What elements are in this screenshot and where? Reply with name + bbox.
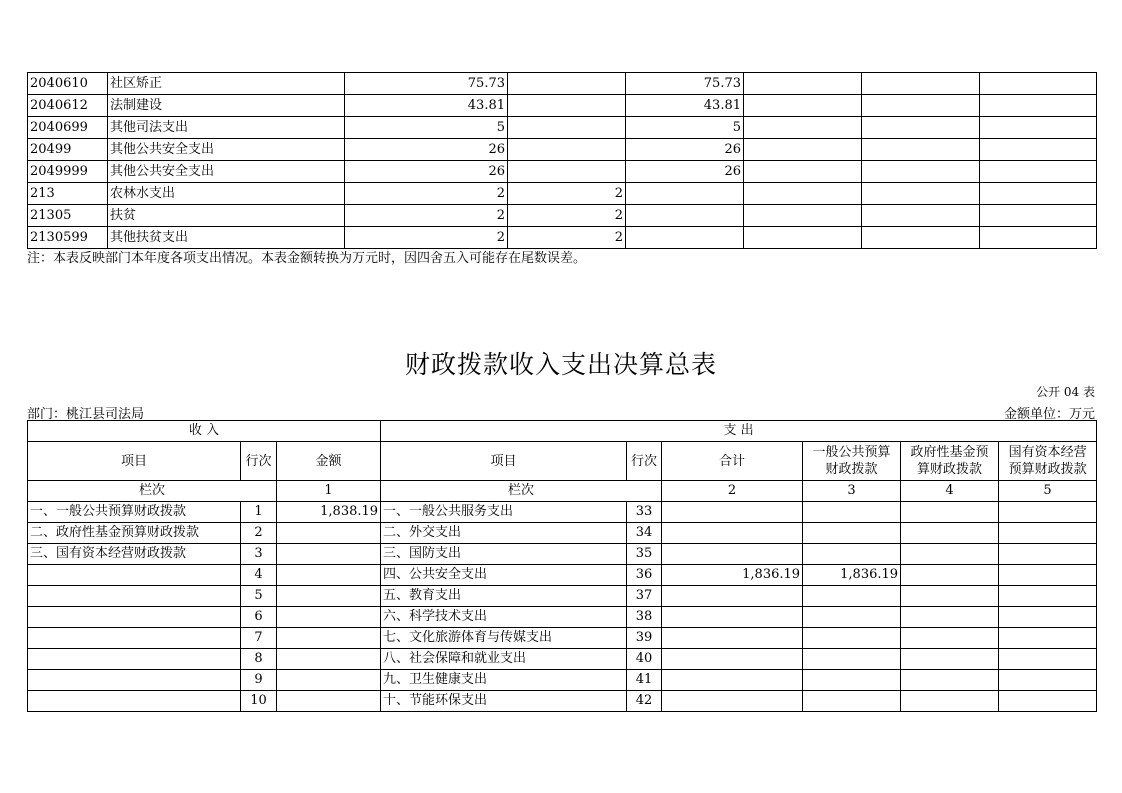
row-col5 xyxy=(862,183,980,205)
expense-general xyxy=(803,523,901,544)
expense-general xyxy=(803,628,901,649)
row-project xyxy=(626,183,744,205)
table-row xyxy=(28,691,1097,712)
income-item: 二、政府性基金预算财政拨款 xyxy=(28,523,241,544)
income-amount: 1,838.19 xyxy=(277,502,381,523)
income-item xyxy=(28,691,241,712)
col-state-line2: 预算财政拨款 xyxy=(1008,462,1087,477)
expense-row-no: 38 xyxy=(627,607,662,628)
col-total: 合计 xyxy=(662,442,803,481)
income-amount xyxy=(277,607,381,628)
income-amount xyxy=(277,544,381,565)
expense-item: 十、节能环保支出 xyxy=(381,691,627,712)
row-project: 5 xyxy=(626,117,744,139)
expense-row-no: 42 xyxy=(627,691,662,712)
expense-item: 一、一般公共服务支出 xyxy=(381,502,627,523)
expense-fund xyxy=(901,502,999,523)
row-basic: 2 xyxy=(508,227,626,249)
income-row-no: 5 xyxy=(241,586,277,607)
expense-general xyxy=(803,649,901,670)
col-number-5: 5 xyxy=(999,481,1097,502)
header-row-1 xyxy=(28,421,1097,442)
expense-row-no: 36 xyxy=(627,565,662,586)
department-label: 部门：桃江县司法局 xyxy=(27,407,145,422)
table-row xyxy=(28,73,1097,95)
row-basic xyxy=(508,73,626,95)
row-project xyxy=(626,205,744,227)
row-code: 2130599 xyxy=(28,227,108,249)
header-row-2 xyxy=(28,442,1097,481)
income-item xyxy=(28,670,241,691)
row-col5 xyxy=(862,95,980,117)
expense-general: 1,836.19 xyxy=(803,565,901,586)
page-title: 财政拨款收入支出决算总表 xyxy=(404,350,717,379)
expense-fund xyxy=(901,565,999,586)
row-code: 2049999 xyxy=(28,161,108,183)
expense-state xyxy=(999,649,1097,670)
row-name: 农林水支出 xyxy=(108,183,345,205)
row-code: 20499 xyxy=(28,139,108,161)
row-total: 5 xyxy=(345,117,508,139)
row-col6 xyxy=(980,95,1097,117)
income-row-no: 4 xyxy=(241,565,277,586)
form-code: 公开 04 表 xyxy=(1036,385,1095,399)
row-col6 xyxy=(980,139,1097,161)
expense-item: 二、外交支出 xyxy=(381,523,627,544)
income-item: 三、国有资本经营财政拨款 xyxy=(28,544,241,565)
expense-state xyxy=(999,544,1097,565)
expense-fund xyxy=(901,691,999,712)
col-exp-item: 项目 xyxy=(381,442,627,481)
row-col5 xyxy=(862,117,980,139)
table-row xyxy=(28,565,1097,586)
row-basic: 2 xyxy=(508,205,626,227)
expense-state xyxy=(999,565,1097,586)
col-row: 行次 xyxy=(241,442,277,481)
income-item xyxy=(28,649,241,670)
table-row xyxy=(28,139,1097,161)
table-row xyxy=(28,628,1097,649)
row-col6 xyxy=(980,227,1097,249)
income-row-no: 9 xyxy=(241,670,277,691)
income-amount xyxy=(277,670,381,691)
table-row xyxy=(28,95,1097,117)
income-item: 一、一般公共预算财政拨款 xyxy=(28,502,241,523)
col-general-line2: 财政拨款 xyxy=(825,462,878,477)
expense-total xyxy=(662,670,803,691)
row-total: 2 xyxy=(345,227,508,249)
expense-row-no: 37 xyxy=(627,586,662,607)
expense-header: 支 出 xyxy=(381,421,1097,442)
expense-total xyxy=(662,628,803,649)
row-code: 2040612 xyxy=(28,95,108,117)
expense-total xyxy=(662,523,803,544)
row-name: 社区矫正 xyxy=(108,73,345,95)
table-row xyxy=(28,607,1097,628)
row-code: 213 xyxy=(28,183,108,205)
col-state-line1: 国有资本经营 xyxy=(1008,445,1087,460)
income-item xyxy=(28,607,241,628)
col-amount: 金额 xyxy=(277,442,381,481)
col-fund-line2: 算财政拨款 xyxy=(917,462,983,477)
row-col6 xyxy=(980,183,1097,205)
row-col6 xyxy=(980,205,1097,227)
row-project: 75.73 xyxy=(626,73,744,95)
expense-state xyxy=(999,691,1097,712)
row-code: 2040610 xyxy=(28,73,108,95)
expense-general xyxy=(803,607,901,628)
row-total: 2 xyxy=(345,205,508,227)
expense-state xyxy=(999,586,1097,607)
income-amount xyxy=(277,649,381,670)
row-name: 其他公共安全支出 xyxy=(108,139,345,161)
col-exp-row: 行次 xyxy=(627,442,662,481)
expense-total xyxy=(662,502,803,523)
table-row xyxy=(28,161,1097,183)
row-basic xyxy=(508,139,626,161)
income-amount xyxy=(277,586,381,607)
expense-fund xyxy=(901,544,999,565)
row-code: 2040699 xyxy=(28,117,108,139)
row-col4 xyxy=(744,183,862,205)
col-item: 项目 xyxy=(28,442,241,481)
expense-state xyxy=(999,628,1097,649)
income-item xyxy=(28,628,241,649)
row-col5 xyxy=(862,227,980,249)
row-basic: 2 xyxy=(508,183,626,205)
expense-row-no: 39 xyxy=(627,628,662,649)
row-col4 xyxy=(744,161,862,183)
table-row xyxy=(28,502,1097,523)
table-row xyxy=(28,544,1097,565)
expense-state xyxy=(999,670,1097,691)
row-basic xyxy=(508,95,626,117)
row-total: 26 xyxy=(345,161,508,183)
income-amount xyxy=(277,523,381,544)
row-col6 xyxy=(980,117,1097,139)
expense-row-no: 33 xyxy=(627,502,662,523)
expense-fund xyxy=(901,628,999,649)
income-header: 收 入 xyxy=(28,421,381,442)
expense-fund xyxy=(901,670,999,691)
income-row-no: 2 xyxy=(241,523,277,544)
row-project: 43.81 xyxy=(626,95,744,117)
col-state xyxy=(999,442,1097,481)
col-number-3: 3 xyxy=(803,481,901,502)
row-basic xyxy=(508,117,626,139)
expense-item: 四、公共安全支出 xyxy=(381,565,627,586)
table-row xyxy=(28,227,1097,249)
expense-item: 九、卫生健康支出 xyxy=(381,670,627,691)
expense-item: 三、国防支出 xyxy=(381,544,627,565)
expense-fund xyxy=(901,586,999,607)
expense-general xyxy=(803,544,901,565)
row-col5 xyxy=(862,139,980,161)
expense-general xyxy=(803,586,901,607)
row-total: 26 xyxy=(345,139,508,161)
col-number-1: 1 xyxy=(277,481,381,502)
row-project xyxy=(626,227,744,249)
table-row xyxy=(28,183,1097,205)
row-col4 xyxy=(744,139,862,161)
income-item xyxy=(28,586,241,607)
expense-fund xyxy=(901,523,999,544)
table-row xyxy=(28,670,1097,691)
expense-row-no: 35 xyxy=(627,544,662,565)
col-general-line1: 一般公共预算 xyxy=(812,445,891,460)
row-basic xyxy=(508,161,626,183)
row-project: 26 xyxy=(626,161,744,183)
income-amount xyxy=(277,628,381,649)
expense-item: 六、科学技术支出 xyxy=(381,607,627,628)
expense-total xyxy=(662,544,803,565)
row-col5 xyxy=(862,205,980,227)
row-col4 xyxy=(744,117,862,139)
expense-detail-table xyxy=(27,72,1097,249)
summary-table xyxy=(27,420,1097,712)
row-total: 75.73 xyxy=(345,73,508,95)
row-name: 扶贫 xyxy=(108,205,345,227)
row-col4 xyxy=(744,205,862,227)
expense-row-no: 41 xyxy=(627,670,662,691)
table-row xyxy=(28,586,1097,607)
income-item xyxy=(28,565,241,586)
row-total: 2 xyxy=(345,183,508,205)
table-row xyxy=(28,523,1097,544)
expense-item: 七、文化旅游体育与传媒支出 xyxy=(381,628,627,649)
expense-row-no: 40 xyxy=(627,649,662,670)
column-number-row xyxy=(28,481,1097,502)
row-name: 其他司法支出 xyxy=(108,117,345,139)
row-code: 21305 xyxy=(28,205,108,227)
expense-item: 五、教育支出 xyxy=(381,586,627,607)
row-col6 xyxy=(980,73,1097,95)
table-row xyxy=(28,117,1097,139)
income-amount xyxy=(277,691,381,712)
row-col5 xyxy=(862,73,980,95)
expense-total xyxy=(662,649,803,670)
col-general xyxy=(803,442,901,481)
expense-total: 1,836.19 xyxy=(662,565,803,586)
row-name: 其他公共安全支出 xyxy=(108,161,345,183)
table-row xyxy=(28,649,1097,670)
table-note: 注：本表反映部门本年度各项支出情况。本表金额转换为万元时，因四舍五入可能存在尾数误差。 xyxy=(27,251,587,266)
expense-state xyxy=(999,502,1097,523)
row-col6 xyxy=(980,161,1097,183)
row-name: 法制建设 xyxy=(108,95,345,117)
income-row-no: 8 xyxy=(241,649,277,670)
expense-general xyxy=(803,670,901,691)
expense-total xyxy=(662,586,803,607)
col-number-2: 2 xyxy=(662,481,803,502)
income-row-no: 10 xyxy=(241,691,277,712)
expense-state xyxy=(999,607,1097,628)
expense-general xyxy=(803,502,901,523)
col-number-4: 4 xyxy=(901,481,999,502)
expense-row-no: 34 xyxy=(627,523,662,544)
expense-total xyxy=(662,607,803,628)
lanci-label: 栏次 xyxy=(28,481,277,502)
table-row xyxy=(28,205,1097,227)
row-project: 26 xyxy=(626,139,744,161)
expense-item: 八、社会保障和就业支出 xyxy=(381,649,627,670)
row-col4 xyxy=(744,227,862,249)
row-total: 43.81 xyxy=(345,95,508,117)
unit-label: 金额单位：万元 xyxy=(1003,407,1095,422)
expense-fund xyxy=(901,649,999,670)
expense-general xyxy=(803,691,901,712)
income-row-no: 7 xyxy=(241,628,277,649)
expense-fund xyxy=(901,607,999,628)
col-fund xyxy=(901,442,999,481)
expense-total xyxy=(662,691,803,712)
row-col4 xyxy=(744,73,862,95)
expense-state xyxy=(999,523,1097,544)
col-fund-line1: 政府性基金预 xyxy=(910,445,989,460)
row-name: 其他扶贫支出 xyxy=(108,227,345,249)
income-row-no: 3 xyxy=(241,544,277,565)
row-col4 xyxy=(744,95,862,117)
row-col5 xyxy=(862,161,980,183)
income-row-no: 1 xyxy=(241,502,277,523)
income-amount xyxy=(277,565,381,586)
lanci-label-2: 栏次 xyxy=(381,481,662,502)
income-row-no: 6 xyxy=(241,607,277,628)
